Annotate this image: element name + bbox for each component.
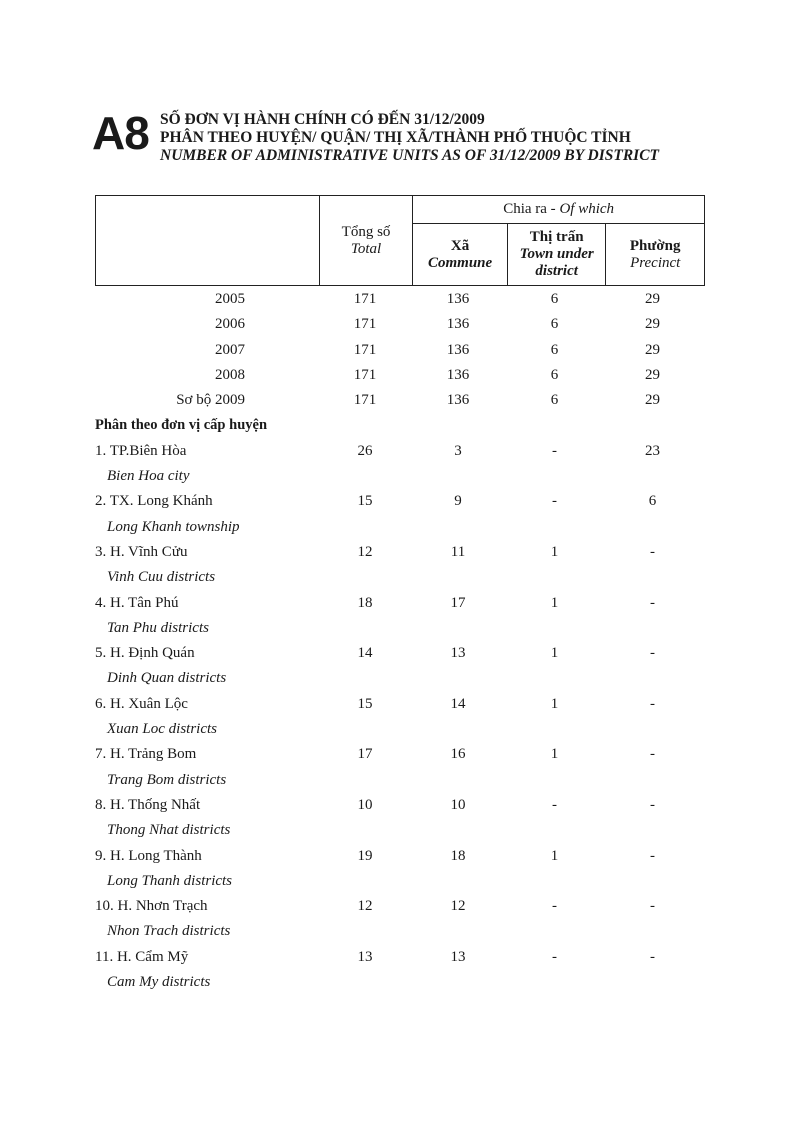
cell-commune: 11 bbox=[450, 543, 466, 560]
table-row-english bbox=[95, 870, 705, 895]
cell-precinct: 29 bbox=[645, 392, 660, 409]
cell-town: - bbox=[552, 442, 557, 459]
table-row bbox=[95, 440, 705, 465]
cell-commune: 16 bbox=[450, 746, 466, 763]
cell-commune: 14 bbox=[450, 695, 466, 712]
table-row bbox=[95, 845, 705, 870]
header-commune-vn: Xã bbox=[450, 237, 470, 254]
cell-town: 6 bbox=[550, 316, 559, 333]
table-row-english bbox=[95, 667, 705, 692]
header-total-en: Total bbox=[350, 240, 382, 257]
cell-total: 171 bbox=[353, 291, 377, 307]
cell-commune: 13 bbox=[450, 645, 466, 662]
table-row-english bbox=[95, 566, 705, 591]
district-name-english: Long Khanh township bbox=[107, 518, 240, 535]
cell-precinct: - bbox=[650, 543, 655, 560]
header-town bbox=[507, 224, 605, 286]
row-label: 2007 bbox=[215, 341, 245, 358]
district-name-english: Cam My districts bbox=[107, 974, 211, 991]
district-name-english: Long Thanh districts bbox=[107, 872, 233, 889]
table-row-english bbox=[95, 516, 705, 541]
table-row-english bbox=[95, 718, 705, 743]
page-title bbox=[160, 111, 659, 165]
district-name: 4. H. Tân Phú bbox=[95, 594, 179, 611]
cell-total: 12 bbox=[357, 898, 373, 915]
cell-total: 171 bbox=[353, 392, 377, 409]
cell-town: - bbox=[552, 948, 557, 965]
header-town-vn: Thị trấn bbox=[529, 229, 584, 245]
district-name-english: Bien Hoa city bbox=[107, 468, 190, 485]
cell-town: 1 bbox=[550, 543, 559, 560]
row-label: 2006 bbox=[215, 316, 245, 333]
cell-total: 15 bbox=[357, 493, 373, 510]
cell-commune: 136 bbox=[446, 316, 470, 333]
header-total bbox=[319, 196, 412, 286]
table-row bbox=[95, 946, 705, 971]
district-name: 7. H. Trảng Bom bbox=[95, 746, 197, 763]
table-row bbox=[95, 389, 705, 414]
table-row bbox=[95, 313, 705, 338]
cell-town: - bbox=[552, 898, 557, 915]
cell-total: 12 bbox=[357, 543, 373, 560]
table-row-english bbox=[95, 819, 705, 844]
district-name: 3. H. Vĩnh Cửu bbox=[95, 543, 188, 560]
cell-town: - bbox=[552, 796, 557, 813]
cell-total: 26 bbox=[357, 442, 373, 459]
cell-precinct: - bbox=[650, 695, 655, 712]
table-row bbox=[95, 541, 705, 566]
table-row bbox=[95, 339, 705, 364]
cell-commune: 136 bbox=[446, 366, 470, 383]
cell-total: 19 bbox=[357, 847, 373, 864]
cell-total: 13 bbox=[357, 948, 373, 965]
section-heading: Phân theo đơn vị cấp huyện bbox=[95, 417, 268, 434]
cell-total: 14 bbox=[357, 645, 373, 662]
cell-commune: 9 bbox=[454, 493, 462, 510]
district-name: 1. TP.Biên Hòa bbox=[95, 442, 187, 459]
district-name-english: Xuan Loc districts bbox=[107, 721, 218, 738]
district-name: 2. TX. Long Khánh bbox=[95, 493, 213, 510]
table-row-english bbox=[95, 465, 705, 490]
cell-precinct: - bbox=[650, 898, 655, 915]
cell-precinct: - bbox=[650, 594, 655, 611]
header-precinct bbox=[606, 224, 705, 286]
cell-precinct: 29 bbox=[645, 316, 660, 333]
cell-total: 171 bbox=[353, 366, 377, 383]
cell-town: 6 bbox=[550, 341, 559, 358]
table-body bbox=[95, 288, 705, 996]
section-code: A8 bbox=[92, 107, 149, 159]
cell-town: 6 bbox=[550, 291, 559, 307]
cell-total: 10 bbox=[357, 796, 373, 813]
cell-total: 18 bbox=[357, 594, 373, 611]
district-name: 8. H. Thống Nhất bbox=[95, 796, 201, 813]
cell-town: 1 bbox=[550, 594, 559, 611]
header-commune bbox=[413, 224, 508, 286]
title-vietnamese-line-1: SỐ ĐƠN VỊ HÀNH CHÍNH CÓ ĐẾN 31/12/2009 bbox=[160, 111, 485, 128]
header-of-which-vn: Chia ra - bbox=[503, 201, 560, 217]
header-of-which-en: Of which bbox=[559, 201, 615, 217]
cell-town: 6 bbox=[550, 392, 559, 409]
cell-precinct: - bbox=[650, 746, 655, 763]
district-name: 9. H. Long Thành bbox=[95, 847, 202, 864]
cell-precinct: 29 bbox=[645, 366, 660, 383]
cell-precinct: - bbox=[650, 796, 655, 813]
header-blank-cell bbox=[96, 196, 320, 286]
row-label: 2005 bbox=[215, 291, 245, 307]
header-total-vn: Tổng số bbox=[341, 223, 391, 240]
district-name: 6. H. Xuân Lộc bbox=[95, 695, 188, 712]
cell-precinct: 6 bbox=[648, 493, 657, 510]
title-vietnamese-line-2: PHÂN THEO HUYỆN/ QUẬN/ THỊ XÃ/THÀNH PHỐ THUỘC TỈNH bbox=[160, 129, 631, 146]
cell-total: 15 bbox=[357, 695, 373, 712]
cell-precinct: - bbox=[650, 645, 655, 662]
section-heading-row bbox=[95, 414, 705, 439]
cell-commune: 3 bbox=[454, 442, 462, 459]
table-row bbox=[95, 642, 705, 667]
cell-precinct: - bbox=[650, 948, 655, 965]
cell-commune: 136 bbox=[446, 341, 470, 358]
cell-commune: 136 bbox=[446, 392, 470, 409]
cell-town: 1 bbox=[550, 847, 559, 864]
cell-precinct: 29 bbox=[645, 291, 660, 307]
district-name-english: Tan Phu districts bbox=[107, 619, 209, 636]
title-english: NUMBER OF ADMINISTRATIVE UNITS AS OF 31/12/2009 BY DISTRICT bbox=[160, 147, 659, 164]
cell-commune: 17 bbox=[450, 594, 466, 611]
district-name: 11. H. Cẩm Mỹ bbox=[95, 948, 189, 965]
district-name-english: Vinh Cuu districts bbox=[107, 569, 216, 586]
cell-precinct: - bbox=[650, 847, 655, 864]
header-of-which bbox=[413, 196, 705, 224]
table-row bbox=[95, 743, 705, 768]
cell-commune: 12 bbox=[450, 898, 466, 915]
table-row-english bbox=[95, 920, 705, 945]
cell-town: 1 bbox=[550, 746, 559, 763]
table-row bbox=[95, 288, 705, 313]
district-name-english: Thong Nhat districts bbox=[107, 822, 231, 839]
table-row bbox=[95, 693, 705, 718]
district-name: 10. H. Nhơn Trạch bbox=[95, 898, 208, 915]
cell-precinct: 29 bbox=[645, 341, 660, 358]
row-label: 2008 bbox=[215, 366, 245, 383]
cell-total: 171 bbox=[353, 316, 377, 333]
cell-commune: 136 bbox=[446, 291, 470, 307]
header-precinct-en: Precinct bbox=[630, 254, 681, 271]
table-header bbox=[95, 195, 705, 286]
table-row-english bbox=[95, 769, 705, 794]
district-name-english: Dinh Quan districts bbox=[107, 670, 227, 687]
table-row-english bbox=[95, 971, 705, 996]
header-commune-en: Commune bbox=[428, 254, 493, 271]
table-row bbox=[95, 490, 705, 515]
table-row bbox=[95, 364, 705, 389]
cell-town: 1 bbox=[550, 695, 559, 712]
cell-commune: 18 bbox=[450, 847, 466, 864]
cell-precinct: 23 bbox=[645, 442, 660, 459]
row-label: Sơ bộ 2009 bbox=[176, 392, 245, 409]
cell-commune: 10 bbox=[450, 796, 466, 813]
cell-total: 171 bbox=[353, 341, 377, 358]
district-name-english: Trang Bom districts bbox=[107, 771, 227, 788]
header-town-en: Town under district bbox=[519, 246, 594, 279]
district-name: 5. H. Định Quán bbox=[95, 645, 195, 662]
district-name-english: Nhon Trach districts bbox=[107, 923, 231, 940]
cell-commune: 13 bbox=[450, 948, 466, 965]
table-row bbox=[95, 794, 705, 819]
header-precinct-vn: Phường bbox=[629, 237, 681, 254]
cell-town: 6 bbox=[550, 366, 559, 383]
table-row bbox=[95, 592, 705, 617]
table-row-english bbox=[95, 617, 705, 642]
cell-total: 17 bbox=[357, 746, 373, 763]
cell-town: - bbox=[552, 493, 557, 510]
table-row bbox=[95, 895, 705, 920]
cell-town: 1 bbox=[550, 645, 559, 662]
